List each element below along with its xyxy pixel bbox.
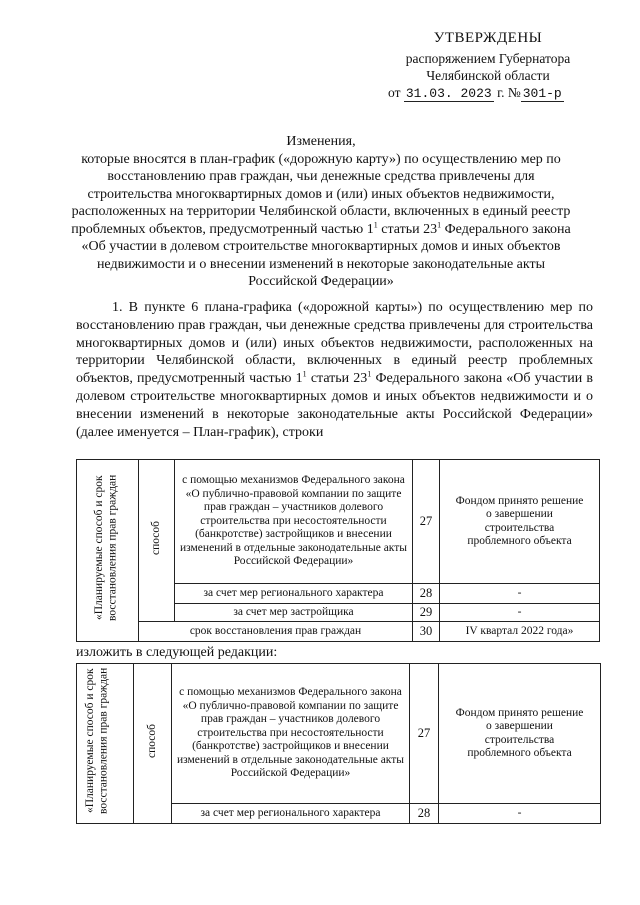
method-label-cell [134,664,172,824]
group-label-cell [77,460,139,642]
approval-line-2: Челябинской области [426,68,550,83]
cell-status: - [440,604,600,622]
cell-text: за счет мер регионального характера [175,584,413,604]
paragraph-text-c: Федерального закона «Об участии в долевом строительстве многоквартирных домов и иных объектов недвижимости и о внесении изменений в некоторые законодательные акты Российской Федерации» (далее именуется – План-график), строки [76,371,593,440]
cell-text: с помощью механизмов Федерального закона «О публично-правовой компании по защите прав граждан – участников долевого строительства при несостоятельности (банкротстве) застройщиков и внесении изменений в отдельные законодательные акты Российской Федерации» [175,460,413,584]
paragraph-sup-1: 1 [302,369,307,379]
group-label: «Планируемые способ и срок восстановления прав граждан [84,668,110,815]
table-old [76,459,600,642]
cell-num: 28 [410,804,439,824]
paragraph-text-a: 1. В пункте 6 плана-графика («дорожной карты») по осуществлению мер по восстановлению прав граждан, чьи денежные средства привлечены для строительства многоквартирных домов и (или) иных объектов недвижимости, расположенных на территории Челябинской области, включенных в единый реестр проблемных объектов, предусмотренный частью 1 [76,300,593,387]
table-row [77,622,600,642]
cell-num: 30 [413,622,440,642]
heading-body [70,151,572,291]
approval-date-line [388,84,588,102]
handwritten-date: 31.03. 2023 [405,86,492,101]
handwritten-number: 301-р [522,86,562,101]
heading-sup-2: 1 [437,219,442,229]
cell-text: за счет мер регионального характера [172,804,410,824]
subtitle: изложить в следующей редакции: [76,645,278,660]
cell-status: Фондом принято решение о завершении строительства проблемного объекта [440,460,600,584]
heading-text-a: которые вносятся в план-график («дорожную карту») по осуществлению мер по восстановлению прав граждан, чьи денежные средства привлечены для строительства многоквартирных домов и (или) иных объектов недвижимости, расположенных на территории Челябинской области, включенных в единый реестр проблемных объектов, предусмотренный частью 1 [71,151,571,237]
date-prefix: от [388,85,401,100]
paragraph-1 [76,299,593,441]
heading-text-b: статьи 23 [377,221,438,237]
cell-num: 27 [413,460,440,584]
paragraph-text-b: статьи 23 [306,371,368,387]
document-heading [70,133,572,291]
cell-status: - [439,804,601,824]
cell-text: срок восстановления прав граждан [139,622,413,642]
group-label: «Планируемые способ и срок восстановления прав граждан [92,475,118,622]
approval-stamp [388,30,588,102]
table-new [76,663,601,824]
cell-num: 28 [413,584,440,604]
heading-text-c: Федерального закона «Об участии в долевом строительстве многоквартирных домов и иных объектов недвижимости и о внесении изменений в некоторые законодательные акты Российской Федерации» [81,221,571,289]
table-row [77,460,600,584]
cell-status: - [440,584,600,604]
cell-num: 27 [410,664,439,804]
method-label: способ [149,521,162,556]
cell-text: с помощью механизмов Федерального закона «О публично-правовой компании по защите прав граждан – участников долевого строительства при несостоятельности (банкротстве) застройщиков и внесении изменений в отдельные законодательные акты Российской Федерации» [172,664,410,804]
cell-status: IV квартал 2022 года» [440,622,600,642]
method-label: способ [145,724,158,759]
table-row [77,664,601,804]
method-label-cell [139,460,175,622]
approval-line-1: распоряжением Губернатора [405,51,571,66]
group-label-cell [77,664,134,824]
approval-title: УТВЕРЖДЕНЫ [433,30,543,46]
cell-num: 29 [413,604,440,622]
heading-title: Изменения, [286,134,356,149]
heading-sup-1: 1 [373,219,378,229]
cell-text: за счет мер застройщика [175,604,413,622]
cell-status: Фондом принято решение о завершении строительства проблемного объекта [439,664,601,804]
date-suffix: г. № [497,85,521,100]
paragraph-sup-2: 1 [367,369,372,379]
